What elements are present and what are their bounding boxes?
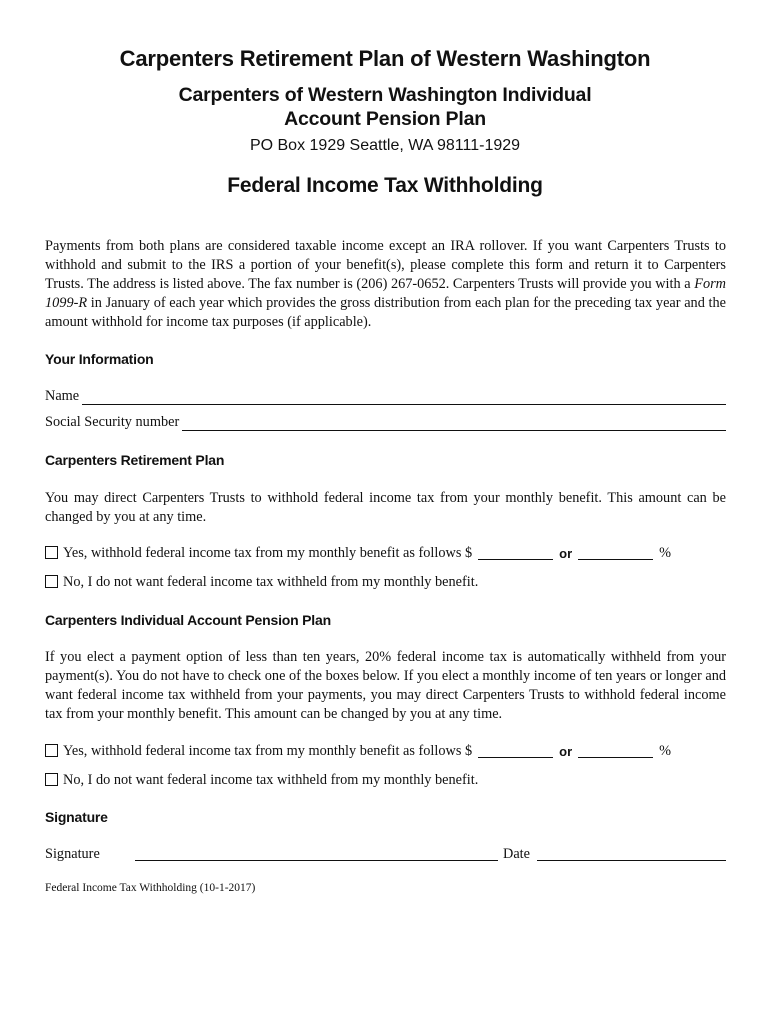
individual-percent-blank[interactable]: [578, 745, 653, 758]
intro-text-1: Payments from both plans are considered taxable income except an IRA rollover. If you want Carpenters Trusts to withhold and submit to the IRS a portion of your benefit(s), please complete this form and return it to Carpenters Trusts. The address is listed above. The fax number is (206) 267-0652. Carpenters Trusts will provide you with a: [45, 238, 726, 292]
retirement-no-checkbox[interactable]: [45, 575, 58, 588]
signature-row: [45, 842, 726, 864]
individual-dollar-blank[interactable]: [478, 745, 553, 758]
individual-or-label: or: [559, 744, 573, 759]
retirement-or-label: or: [559, 546, 573, 561]
individual-plan-heading: Carpenters Individual Account Pension Plan: [45, 612, 331, 628]
individual-yes-checkbox[interactable]: [45, 744, 58, 757]
address: PO Box 1929 Seattle, WA 98111-1929: [249, 137, 521, 154]
individual-plan-description: If you elect a payment option of less than ten years, 20% federal income tax is automatically withheld from your payment(s). You do not have to check one of the boxes below. If you elect a monthly income of ten years or longer and want federal income tax withheld from your payments, you may direct Carpenters Trusts to withhold federal income tax from your monthly benefit. This amount can be changed by you at any time.: [45, 649, 726, 722]
individual-no-option[interactable]: [45, 772, 478, 789]
retirement-percent-blank[interactable]: [578, 547, 653, 560]
ssn-input-line[interactable]: [182, 416, 726, 431]
signature-heading: Signature: [45, 809, 108, 825]
individual-yes-text: Yes, withhold federal income tax from my monthly benefit as follows $: [63, 743, 473, 759]
signature-label: Signature: [45, 846, 100, 862]
individual-percent-sign: %: [659, 743, 672, 759]
individual-yes-option[interactable]: [45, 743, 671, 760]
name-label: Name: [45, 388, 80, 404]
retirement-yes-checkbox[interactable]: [45, 546, 58, 559]
ssn-label: Social Security number: [45, 414, 180, 430]
plan-title-line-2: Account Pension Plan: [284, 108, 486, 130]
intro-text-2: in January of each year which provides the gross distribution from each plan for the preceding tax year and the amount withhold for income tax purposes (if applicable).: [45, 295, 726, 330]
name-field[interactable]: [45, 388, 726, 405]
intro-paragraph: [45, 237, 726, 332]
retirement-no-text: No, I do not want federal income tax withheld from my monthly benefit.: [63, 574, 479, 590]
date-line[interactable]: [537, 860, 726, 861]
form-title: Federal Income Tax Withholding: [227, 174, 543, 197]
retirement-yes-option[interactable]: [45, 545, 671, 562]
individual-no-text: No, I do not want federal income tax withheld from my monthly benefit.: [63, 772, 479, 788]
individual-no-checkbox[interactable]: [45, 773, 58, 786]
name-input-line[interactable]: [82, 390, 726, 405]
retirement-plan-heading: Carpenters Retirement Plan: [45, 452, 225, 468]
retirement-no-option[interactable]: [45, 574, 478, 591]
retirement-dollar-blank[interactable]: [478, 547, 553, 560]
retirement-percent-sign: %: [659, 545, 672, 561]
signature-line[interactable]: [135, 860, 498, 861]
org-title: Carpenters Retirement Plan of Western Washington: [119, 46, 651, 71]
plan-title: [0, 83, 770, 131]
form-reference: Form 1099-R: [45, 276, 726, 311]
date-label: Date: [503, 846, 530, 862]
retirement-yes-text: Yes, withhold federal income tax from my monthly benefit as follows $: [63, 545, 473, 561]
retirement-plan-description: You may direct Carpenters Trusts to withhold federal income tax from your monthly benefit. This amount can be changed by you at any time.: [45, 490, 726, 525]
form-footer: Federal Income Tax Withholding (10-1-2017): [45, 882, 256, 894]
plan-title-line-1: Carpenters of Western Washington Individual: [178, 84, 592, 106]
your-information-heading: Your Information: [45, 351, 154, 367]
ssn-field[interactable]: [45, 414, 726, 431]
